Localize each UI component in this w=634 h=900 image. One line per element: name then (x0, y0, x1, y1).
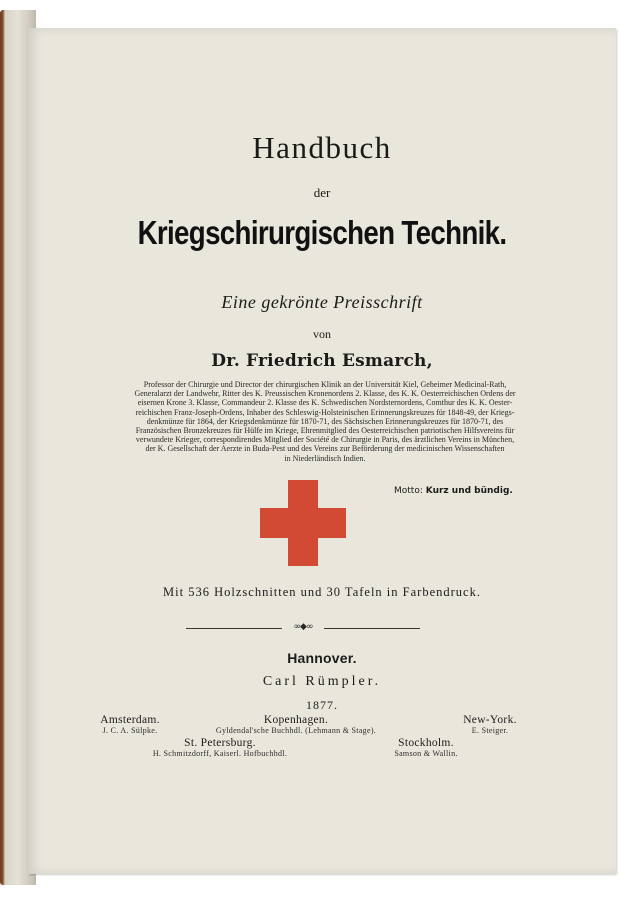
agent-city: Amsterdam. (100, 714, 160, 726)
agent-city: St. Petersburg. (184, 737, 256, 749)
publication-city: Hannover. (287, 650, 357, 666)
publication-year: 1877. (306, 698, 338, 712)
author-credentials (80, 380, 570, 463)
motto-label: Motto: (394, 486, 423, 496)
ornament-line-right (324, 628, 420, 629)
agent-city: New-York. (463, 714, 517, 726)
credentials-line: der K. Gesellschaft der Aerzte in Buda-Pest und des Vereins zur Beförderung der medicinischen Wissenschaften (145, 444, 505, 454)
motto (394, 486, 513, 496)
agent-new-york (440, 714, 540, 735)
agent-city: Kopenhagen. (263, 714, 329, 726)
credentials-line: Französischen Bronzekreuzes für Hülfe im Kriege, Ehrenmitglied des Oesterreichischen patriotischen Hilfsvereins für (135, 426, 515, 436)
illustrations-note: Mit 536 Holzschnitten und 30 Tafeln in Farbendruck. (163, 585, 481, 599)
title-handbuch: Handbuch (252, 130, 392, 165)
by-word: von (313, 327, 331, 341)
ornament-center-glyph: ∞◆∞ (293, 622, 313, 632)
agent-bookseller: Samson & Wallin. (394, 749, 458, 758)
red-cross-horizontal-bar (260, 508, 346, 538)
agent-st-petersburg (120, 737, 320, 758)
credentials-line: Generalarzt der Landwehr, Ritter des K. Preussischen Kronenordens 2. Klasse, des K. K. Oesterreichischen Ordens der (134, 389, 516, 399)
credentials-line: reichischen Franz-Joseph-Ordens, Inhaber des Schleswig-Holsteinischen Erinnerungskreuzes für 1848-49, der Kriegs- (135, 407, 515, 417)
agent-stockholm (366, 737, 486, 758)
author-name: Dr. Friedrich Esmarch, (211, 351, 433, 371)
credentials-line: eisernen Krone 3. Klasse, Commandeur 2. Klasse des K. Schwedischen Nordsternordens, Comthur des K. K. Oester- (137, 398, 513, 408)
credentials-line: Professor der Chirurgie und Director der chirurgischen Klinik an der Universität Kiel, Geheimer Medicinal-Rath, (143, 380, 507, 389)
credentials-line: denkmünze für 1864, der Kriegsdenkmünze für 1870-71, des Sächsischen Erinnerungskreuzes für 1870-71, des (146, 416, 504, 426)
agent-bookseller: E. Steiger. (471, 726, 509, 735)
title-page (28, 28, 616, 874)
agent-bookseller: H. Schmitzdorff, Kaiserl. Hofbuchhdl. (152, 749, 288, 758)
credentials-line: verwundete Krieger, correspondirendes Mitglied der Société de Chirurgie in Paris, des ärztlichen Vereins in München, (135, 435, 515, 445)
publisher-name: Carl Rümpler. (262, 674, 382, 689)
agent-amsterdam (70, 714, 190, 735)
ornament-divider (186, 624, 420, 634)
agent-bookseller: Gyldendal'sche Buchhdl. (Lehmann & Stage). (215, 726, 377, 735)
red-cross-icon (260, 480, 346, 566)
motto-text: Kurz und bündig. (425, 486, 513, 496)
main-title: Kriegschirurgischen Technik. (137, 214, 507, 251)
agent-city: Stockholm. (398, 737, 454, 749)
ornament-line-left (186, 628, 282, 629)
title-der: der (313, 185, 331, 200)
agent-bookseller: J. C. A. Sülpke. (102, 726, 158, 735)
agent-kopenhagen (186, 714, 406, 735)
credentials-line: in Niederländisch Indien. (284, 453, 366, 463)
subtitle: Eine gekrönte Preisschrift (221, 292, 423, 312)
